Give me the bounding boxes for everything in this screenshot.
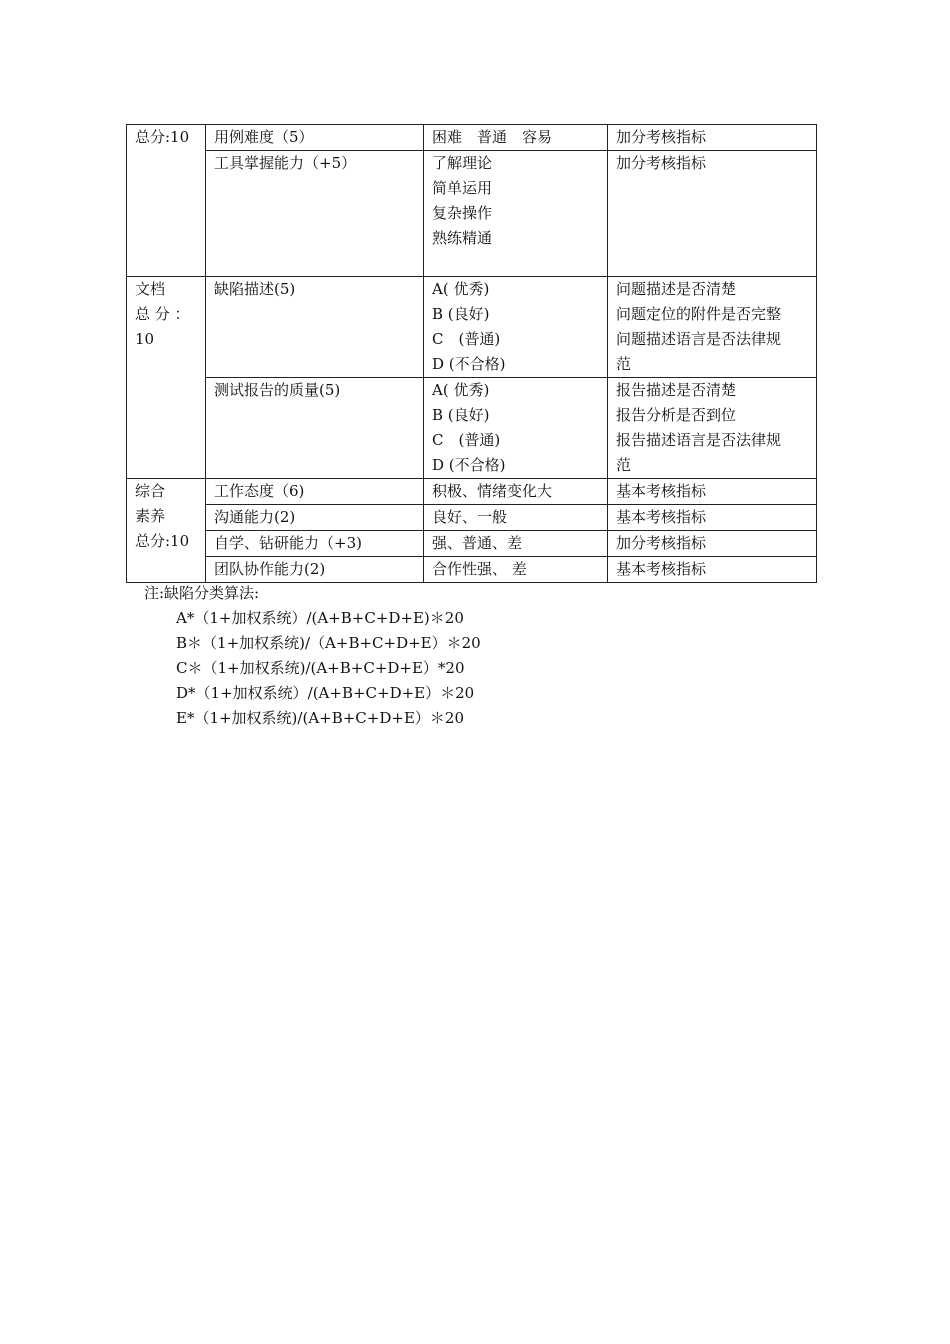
- table-row: [127, 277, 817, 378]
- category-text: 素养: [135, 507, 166, 525]
- levels-cell: [424, 557, 608, 583]
- indicator-cell: [608, 531, 817, 557]
- level-text: 困难 普通 容易: [432, 128, 553, 146]
- item-text: 工作态度（6): [214, 482, 305, 500]
- indicator-cell: [608, 378, 817, 479]
- item-text: 测试报告的质量(5): [214, 381, 341, 399]
- indicator-text: 加分考核指标: [616, 128, 707, 146]
- table-row: [127, 505, 817, 531]
- item-text: 缺陷描述(5): [214, 280, 296, 298]
- levels-cell: [424, 505, 608, 531]
- category-cell: [127, 125, 206, 277]
- item-text: 自学、钻研能力（+3): [214, 534, 362, 552]
- levels-cell: [424, 125, 608, 151]
- level-text: 复杂操作: [432, 204, 493, 222]
- formula-line: E*（1+加权系统)/(A+B+C+D+E）＊20: [176, 709, 464, 727]
- notes-title: 注:缺陷分类算法:: [144, 584, 260, 602]
- indicator-text: 问题描述语言是否法律规: [616, 330, 782, 348]
- indicator-text: 加分考核指标: [616, 534, 707, 552]
- level-text: 积极、情绪变化大: [432, 482, 553, 500]
- levels-cell: [424, 479, 608, 505]
- indicator-text: 基本考核指标: [616, 482, 707, 500]
- table-row: [127, 531, 817, 557]
- level-text: A( 优秀): [432, 280, 490, 298]
- level-text: 合作性强、 差: [432, 560, 527, 578]
- levels-cell: [424, 151, 608, 277]
- table-row: [127, 557, 817, 583]
- category-text: 10: [135, 330, 155, 348]
- indicator-cell: [608, 151, 817, 277]
- level-text: C (普通): [432, 431, 501, 449]
- table-row: [127, 151, 817, 277]
- level-text: 良好、一般: [432, 508, 508, 526]
- table-row: [127, 378, 817, 479]
- item-text: 团队协作能力(2): [214, 560, 326, 578]
- level-text: B (良好): [432, 305, 490, 323]
- indicator-text: 范: [616, 456, 632, 474]
- level-text: 了解理论: [432, 154, 493, 172]
- indicator-text: 报告分析是否到位: [616, 406, 737, 424]
- indicator-text: 基本考核指标: [616, 508, 707, 526]
- indicator-text: 报告描述是否清楚: [616, 381, 737, 399]
- formula-notes: [144, 581, 481, 731]
- item-cell: [206, 125, 424, 151]
- levels-cell: [424, 531, 608, 557]
- indicator-text: 问题定位的附件是否完整: [616, 305, 782, 323]
- levels-cell: [424, 277, 608, 378]
- level-text: D (不合格): [432, 355, 506, 373]
- item-cell: [206, 277, 424, 378]
- formula-line: B＊（1+加权系统)/（A+B+C+D+E）＊20: [176, 634, 481, 652]
- formula-line: A*（1+加权系统）/(A+B+C+D+E)＊20: [176, 609, 464, 627]
- level-text: D (不合格): [432, 456, 506, 474]
- formula-line: D*（1+加权系统）/(A+B+C+D+E）＊20: [176, 684, 475, 702]
- indicator-cell: [608, 505, 817, 531]
- category-text: 总分:10: [135, 532, 190, 550]
- indicator-cell: [608, 277, 817, 378]
- indicator-text: 范: [616, 355, 632, 373]
- assessment-table: [126, 124, 817, 583]
- levels-cell: [424, 378, 608, 479]
- item-text: 工具掌握能力（+5）: [214, 154, 357, 172]
- category-cell: [127, 277, 206, 479]
- category-text: 总分:10: [135, 128, 190, 146]
- item-cell: [206, 479, 424, 505]
- item-cell: [206, 378, 424, 479]
- category-text: 文档: [135, 280, 166, 298]
- category-text: 总 分 ：: [135, 305, 190, 323]
- category-cell: [127, 479, 206, 583]
- level-text: 熟练精通: [432, 229, 493, 247]
- item-cell: [206, 151, 424, 277]
- level-text: B (良好): [432, 406, 490, 424]
- item-text: 用例难度（5）: [214, 128, 314, 146]
- level-text: C (普通): [432, 330, 501, 348]
- indicator-text: 问题描述是否清楚: [616, 280, 737, 298]
- table-row: [127, 479, 817, 505]
- indicator-text: 报告描述语言是否法律规: [616, 431, 782, 449]
- indicator-cell: [608, 125, 817, 151]
- indicator-text: 基本考核指标: [616, 560, 707, 578]
- formula-line: C＊（1+加权系统)/(A+B+C+D+E）*20: [176, 659, 465, 677]
- category-text: 综合: [135, 482, 166, 500]
- level-text: A( 优秀): [432, 381, 490, 399]
- level-text: 简单运用: [432, 179, 493, 197]
- item-text: 沟通能力(2): [214, 508, 296, 526]
- indicator-cell: [608, 479, 817, 505]
- item-cell: [206, 505, 424, 531]
- item-cell: [206, 531, 424, 557]
- table-row: [127, 125, 817, 151]
- indicator-cell: [608, 557, 817, 583]
- level-text: 强、普通、差: [432, 534, 523, 552]
- item-cell: [206, 557, 424, 583]
- indicator-text: 加分考核指标: [616, 154, 707, 172]
